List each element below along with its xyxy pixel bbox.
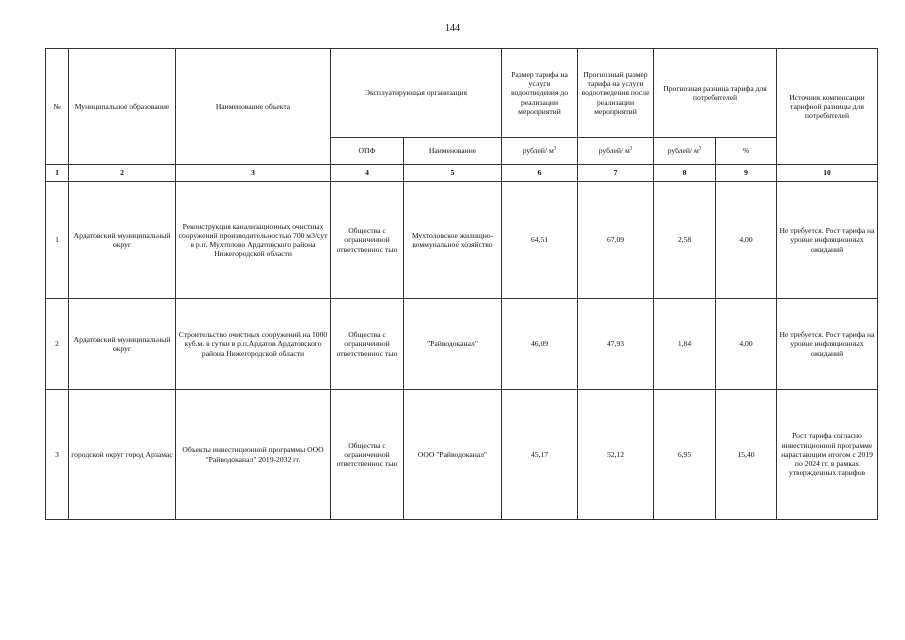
cell-source: Не требуется. Рост тарифа на уровне инфляционных ожиданий (777, 182, 878, 299)
cell-org: "Райводоканал" (404, 299, 502, 390)
cell-num: 1 (46, 182, 69, 299)
header-object-name: Наименование объекта (176, 49, 331, 165)
cell-diff-rub: 6,95 (654, 390, 716, 520)
column-number: 5 (404, 165, 502, 182)
column-number-row (46, 165, 878, 182)
header-tariff-after: Прогнозный размер тарифа на услуги водоотведения после реализации мероприятий (578, 49, 654, 138)
subheader-unit-after: рублей/ $м^3$ (578, 138, 654, 165)
cell-diff-pct: 4,00 (716, 299, 777, 390)
header-tariff-diff: Прогнозная разница тарифа для потребителей (654, 49, 777, 138)
header-num: № (46, 49, 69, 165)
cell-org: ООО "Райводоканал" (404, 390, 502, 520)
column-number: 10 (777, 165, 878, 182)
cell-opf: Общества с ограниченной ответственнос тью (331, 390, 404, 520)
page-number: 144 (445, 23, 460, 34)
table-row (46, 182, 878, 299)
cell-tariff-after: 47,93 (578, 299, 654, 390)
column-number: 3 (176, 165, 331, 182)
column-number: 4 (331, 165, 404, 182)
header-municipality: Муниципальное образование (69, 49, 176, 165)
cell-tariff-after: 52,12 (578, 390, 654, 520)
cell-tariff-before: 45,17 (502, 390, 578, 520)
cell-municipality: Ардатовский муниципальный округ (69, 182, 176, 299)
cell-municipality: городской округ город Арзамас (69, 390, 176, 520)
cell-org: Мухтоловское жилищно-коммунальное хозяйство (404, 182, 502, 299)
column-number: 8 (654, 165, 716, 182)
table-row (46, 299, 878, 390)
header-row (46, 49, 878, 138)
subheader-unit-before: рублей/ $м^3$ (502, 138, 578, 165)
column-number: 1 (46, 165, 69, 182)
cell-diff-rub: 2,58 (654, 182, 716, 299)
cell-tariff-after: 67,09 (578, 182, 654, 299)
cell-diff-pct: 15,40 (716, 390, 777, 520)
tariff-table (45, 48, 878, 520)
cell-source: Рост тарифа согласно инвестиционной программе нарастающим итогом с 2019 по 2024 гг. в рамках утвержденных тарифов (777, 390, 878, 520)
column-number: 9 (716, 165, 777, 182)
cell-diff-pct: 4,00 (716, 182, 777, 299)
column-number: 2 (69, 165, 176, 182)
subheader-name: Наименование (404, 138, 502, 165)
header-operator: Эксплуатирующая организация (331, 49, 502, 138)
cell-num: 2 (46, 299, 69, 390)
header-compensation: Источник компенсации тарифной разницы для потребителей (777, 49, 878, 165)
cell-object: Строительство очистных сооружений на 1000 куб.м. в сутки в р.п.Ардатов Ардатовского района Нижегородской области (176, 299, 331, 390)
header-tariff-before: Размер тарифа на услуги водоотведения до реализации мероприятий (502, 49, 578, 138)
cell-municipality: Ардатовский муниципальный округ (69, 299, 176, 390)
subheader-unit-diff: рублей/ $м^3$ (654, 138, 716, 165)
subheader-opf: ОПФ (331, 138, 404, 165)
subheader-percent: % (716, 138, 777, 165)
cell-source: Не требуется. Рост тарифа на уровне инфляционных ожиданий (777, 299, 878, 390)
column-number: 7 (578, 165, 654, 182)
cell-tariff-before: 64,51 (502, 182, 578, 299)
cell-object: Реконструкция канализационных очистных сооружений производительностью 700 м3/сут в р.п. Мухтолово Ардатовского района Нижегородской области (176, 182, 331, 299)
column-number: 6 (502, 165, 578, 182)
table-row (46, 390, 878, 520)
cell-num: 3 (46, 390, 69, 520)
cell-diff-rub: 1,84 (654, 299, 716, 390)
cell-object: Объекты инвестиционной программы ООО "Райводоканал" 2019-2032 гг. (176, 390, 331, 520)
cell-tariff-before: 46,09 (502, 299, 578, 390)
cell-opf: Общества с ограниченной ответственнос тью (331, 299, 404, 390)
cell-opf: Общества с ограниченной ответственнос тью (331, 182, 404, 299)
